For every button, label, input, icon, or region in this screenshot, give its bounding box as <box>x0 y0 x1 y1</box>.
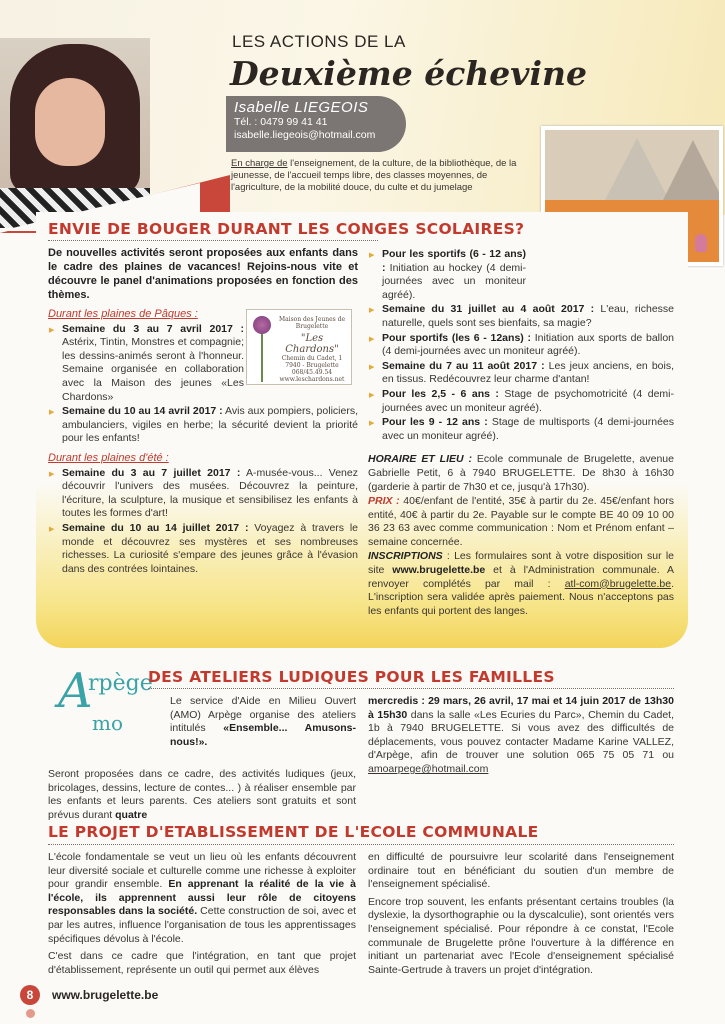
summer-label: Durant les plaines d'été : <box>48 451 169 464</box>
easter-label: Durant les plaines de Pâques : <box>48 308 198 320</box>
section3-right: en difficulté de poursuivre leur scolarité dans l'enseignement ordinaire tout en bénéficiant du soutien d'un membre de l'enseignement spécialisé. Encore trop souvent, les enfants présentant certains troubles (la dyslexie, la dysorthographie ou la dyscalculie), sont orientés vers l'enseignement spécialisé. Pour répondre à ce constat, l'Ecole communale de Brugelette prône l'ouverture à la différence en initiant un partenariat avec l'Ecole d'enseignement spécialisé Sainte-Gertrude à travers un projet d'intégration. <box>368 851 674 976</box>
section3-left: L'école fondamentale se veut un lieu où les enfants découvrent leur diversité sociale et culturelle comme une richesse à exploiter pour grandir ensemble. En apprenant la réalité de la vie à l'école, ils apprennent aussi leur rôle de citoyens responsables dans la société. Cette construction de soi, avec et par les autres, influence l'organisation de tous les apprentissages spécifiques dévolus à l'école. C'est dans ce cadre que l'intégration, en tant que projet d'établissement, représente un outil qui permet aux élèves <box>48 851 356 976</box>
email-link[interactable]: atl-com@brugelette.be <box>564 577 672 590</box>
page-number: 8 <box>20 985 40 1005</box>
thistle-icon <box>250 314 274 382</box>
list-item: ▶ Pour les sportifs (6 - 12 ans) : Initiation au hockey (4 demi-journées avec un moniteur agréé). <box>368 248 526 302</box>
arpege-logo: A rpège mo <box>58 663 153 735</box>
section1-title: ENVIE DE BOUGER DURANT LES CONGES SCOLAIRES? <box>48 220 525 238</box>
email-link[interactable]: amoarpege@hotmail.com <box>368 762 489 775</box>
chardons-card: Maison des Jeunes de Brugelette "Les Chardons" Chemin du Cadet, 1 7940 - Brugelette 068/45.49.54 www.leschardons.net <box>246 309 352 385</box>
list-item: ▶ Semaine du 7 au 11 août 2017 : Les jeux anciens, en bois, en tissus. Redécouvrez leur charme d'antan! <box>368 360 674 387</box>
section2-right: mercredis : 29 mars, 26 avril, 17 mai et 14 juin 2017 de 13h30 à 15h30 dans la salle «Les Ecuries du Parc», Chemin du Cadet, 1b à 7940 BRUGELETTE. Si vous avez des difficultés de déplacements, vous pouvez contacter Madame Karine VALLEZ, d'Arpège, afin de trouver une solution 065 75 05 71 ou amoarpege@hotmail.com <box>368 695 675 775</box>
section1-left-column <box>48 246 358 577</box>
role-title: Deuxième échevine <box>230 54 587 93</box>
schedule-info: HORAIRE ET LIEU : Ecole communale de Brugelette, avenue Gabrielle Petit, 6 à 7940 BRUGELETTE. De 8h30 à 16h30 (garderie à partir de 7h30 et ce, jusqu'à 17h30). <box>368 453 674 493</box>
section1-right-column <box>368 248 674 619</box>
alderman-name: Isabelle LIEGEOIS <box>234 99 369 116</box>
list-item: ▶ Semaine du 3 au 7 avril 2017 : Astérix, Tintin, Monstres et compagnie; les dessins-animés seront à l'honneur. Semaine organisée en collaboration avec la Maison des jeunes «Les Chardons» <box>48 323 244 405</box>
list-item: ▶ Pour les 9 - 12 ans : Stage de multisports (4 demi-journées avec un moniteur agréé). <box>368 416 674 443</box>
phone-number: Tél. : 0479 99 41 41 <box>234 116 328 128</box>
list-item: ▶ Semaine du 10 au 14 avril 2017 : Avis aux pompiers, policiers, ambulanciers, vigiles en herbe; la sécurité devient la priorité pour les enfants! <box>48 405 358 446</box>
footer-site[interactable]: www.brugelette.be <box>52 988 159 1002</box>
list-item: ▶ Pour les 2,5 - 6 ans : Stage de psychomotricité (4 demi-journées avec un moniteur agréé). <box>368 388 674 415</box>
email-address: isabelle.liegeois@hotmail.com <box>234 129 376 141</box>
section2-title: DES ATELIERS LUDIQUES POUR LES FAMILLES <box>148 668 555 686</box>
list-item: ▶ Pour sportifs (les 6 - 12ans) : Initiation aux sports de ballon (4 demi-journées avec un moniteur agréé). <box>368 332 674 359</box>
registration-info: INSCRIPTIONS : Les formulaires sont à votre disposition sur le site www.brugelette.be et à l'Administration communale. A renvoyer complétés par mail : atl-com@brugelette.be. L'inscription sera validée après paiement. Nous n'acceptons pas les enfants qui portent des langes. <box>368 550 674 617</box>
price-info: PRIX : 40€/enfant de l'entité, 35€ à partir du 2e. 45€/enfant hors entité, 40€ à partir du 2e. Payable sur le compte BE 40 09 10 00 36 23 63 avec comme communication : Nom et Prénom enfant – semaine concernée. <box>368 495 674 548</box>
list-item: ▶ Semaine du 31 juillet au 4 août 2017 : L'eau, richesse naturelle, quels sont ses bienfaits, sa magie? <box>368 303 674 330</box>
site-link[interactable]: www.brugelette.be <box>392 564 486 577</box>
list-item: ▶ Semaine du 3 au 7 juillet 2017 : A-musée-vous... Venez découvrir l'univers des musées. Découvrez la peinture, l'écriture, la sculpture, la musique et sensibilisez les enfants à toutes les formes d'art! <box>48 467 358 521</box>
charge-description: En charge de l'enseignement, de la culture, de la bibliothèque, de la jeunesse, de l'accueil temps libre, des classes moyennes, de l'agriculture, de la mobilité douce, du culte et du jumelage <box>231 158 517 193</box>
contact-pill <box>226 96 406 152</box>
section2-left-top: Le service d'Aide en Milieu Ouvert (AMO) Arpège organise des ateliers intitulés «Ensemble... Amusons-nous!». <box>170 695 356 748</box>
header-kicker: LES ACTIONS DE LA <box>232 32 406 51</box>
section3-title: LE PROJET D'ETABLISSEMENT DE L'ECOLE COMMUNALE <box>48 823 539 841</box>
list-item: ▶ Semaine du 10 au 14 juillet 2017 : Voyagez à travers le monde et découvrez ses mystères et ses nombreuses richesses. La curiosité s'empare des jeunes grâce à l'évasion dans des contrées lointaines. <box>48 522 358 576</box>
intro-text: De nouvelles activités seront proposées aux enfants dans le cadre des plaines de vacances! Rejoins-nous vite et découvre le panel d'animations proposées en fonction des thèmes. <box>48 247 358 301</box>
section2-left-bottom: Seront proposées dans ce cadre, des activités ludiques (jeux, bricolages, dessins, lecture de contes... ) à réaliser ensemble par les enfants et leurs parents. Ces ateliers sont gratuits et sont prévus durant quatre <box>48 768 356 821</box>
